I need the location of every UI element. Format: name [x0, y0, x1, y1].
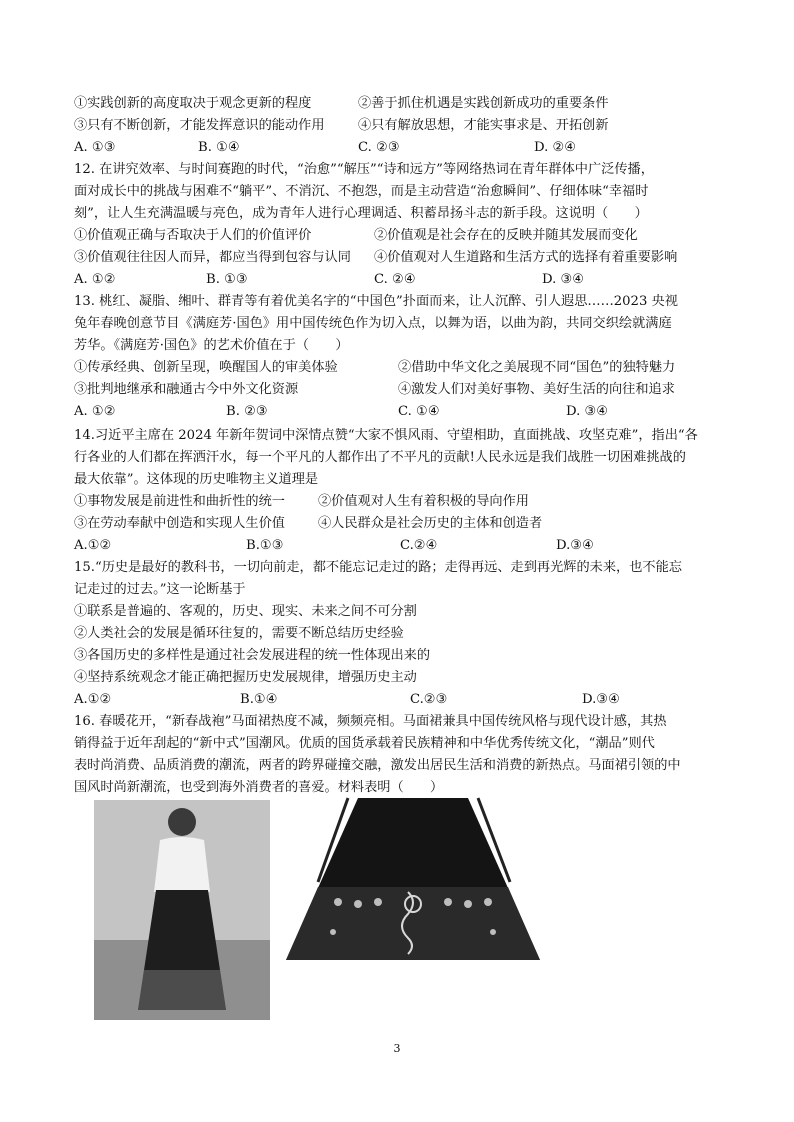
q13-stem-line-1: 13. 桃红、凝脂、缃叶、群青等有着优美名字的“中国色”扑面而来，让人沉醉、引人遐思……2023 央视 [74, 294, 678, 309]
q12-statement-3: ③价值观往往因人而异，都应当得到包容与认同 [74, 250, 351, 265]
q14-stem-line-1: 14.习近平主席在 2024 年新年贺词中深情点赞“大家不惧风雨、守望相助，直面挑战、攻坚克难”，指出“各 [74, 428, 698, 443]
q13-option-d: D. ③④ [566, 404, 609, 419]
q14-option-a: A.①② [74, 538, 112, 553]
q12-statement-2: ②价值观是社会存在的反映并随其发展而变化 [374, 228, 638, 243]
q15-option-b: B.①④ [240, 692, 278, 707]
q15-statement-4: ④坚持系统观念才能正确把握历史发展规律，增强历史主动 [74, 670, 417, 685]
q14-stem-line-3: 最大依靠”。这体现的历史唯物主义道理是 [74, 472, 319, 487]
q14-statement-2: ②价值观对人生有着积极的导向作用 [318, 494, 529, 509]
q11-statement-3: ③只有不断创新，才能发挥意识的能动作用 [74, 118, 325, 133]
q11-statement-1: ①实践创新的高度取决于观念更新的程度 [74, 96, 312, 111]
q16-stem-line-1: 16. 春暖花开，“新春战袍”马面裙热度不减，频频亮相。马面裙兼具中国传统风格与现代设计感，其热 [74, 714, 667, 729]
q13-option-a: A. ①② [74, 404, 116, 419]
q13-stem-line-3: 芳华。《满庭芳·国色》的艺术价值在于（ ） [74, 338, 349, 353]
q14-stem-line-2: 行各业的人们都在挥洒汗水，每一个平凡的人都作出了不平凡的贡献!人民永远是我们战胜一切困难挑战的 [74, 450, 686, 465]
q11-statement-4: ④只有解放思想，才能实事求是、开拓创新 [358, 118, 609, 133]
q12-statement-4: ④价值观对人生道路和生活方式的选择有着重要影响 [374, 250, 678, 265]
q13-statement-2: ②借助中华文化之美展现不同“国色”的独特魅力 [398, 360, 676, 375]
q15-statement-3: ③各国历史的多样性是通过社会发展进程的统一性体现出来的 [74, 648, 431, 663]
q11-option-d: D. ②④ [534, 140, 577, 155]
q12-stem-line-1: 12. 在讲究效率、与时间赛跑的时代，“治愈”“解压”“诗和远方”等网络热词在青年群体中广泛传播， [74, 162, 654, 177]
page-number: 3 [393, 1042, 401, 1055]
q14-statement-1: ①事物发展是前进性和曲折性的统一 [74, 494, 285, 509]
q12-option-c: C. ②④ [374, 272, 416, 287]
q12-stem-line-2: 面对成长中的挑战与困难不“躺平”、不消沉、不抱怨，而是主动营造“治愈瞬间”、仔细体味“幸福时 [74, 184, 649, 199]
q14-option-c: C.②④ [400, 538, 438, 553]
q14-option-b: B.①③ [246, 538, 284, 553]
q14-statement-3: ③在劳动奉献中创造和实现人生价值 [74, 516, 285, 531]
model-illustration [94, 800, 270, 1020]
q13-statement-3: ③批判地继承和融通古今中外文化资源 [74, 382, 299, 397]
q13-stem-line-2: 兔年春晚创意节目《满庭芳·国色》用中国传统色作为切入点，以舞为语，以曲为韵，共同交织绘就满庭 [74, 316, 672, 331]
q14-statement-4: ④人民群众是社会历史的主体和创造者 [318, 516, 543, 531]
q13-statement-4: ④激发人们对美好事物、美好生活的向往和追求 [398, 382, 675, 397]
q15-option-a: A.①② [74, 692, 112, 707]
q11-option-a: A. ①③ [74, 140, 116, 155]
q13-option-c: C. ①④ [398, 404, 440, 419]
q12-option-a: A. ①② [74, 272, 116, 287]
q15-statement-2: ②人类社会的发展是循环往复的，需要不断总结历史经验 [74, 626, 404, 641]
q12-option-b: B. ①③ [206, 272, 248, 287]
q12-option-d: D. ③④ [542, 272, 585, 287]
q14-option-d: D.③④ [556, 538, 594, 553]
q15-option-c: C.②③ [410, 692, 448, 707]
q16-stem-line-4: 国风时尚新潮流，也受到海外消费者的喜爱。材料表明（ ） [74, 780, 444, 795]
q16-stem-line-3: 表时尚消费、品质消费的潮流，两者的跨界碰撞交融，激发出居民生活和消费的新热点。马面裙引领的中 [74, 758, 681, 773]
q11-option-c: C. ②③ [358, 140, 400, 155]
q15-statement-1: ①联系是普遍的、客观的，历史、现实、未来之间不可分割 [74, 604, 417, 619]
q12-stem-line-3: 刻”，让人生充满温暖与亮色，成为青年人进行心理调适、积蓄昂扬斗志的新手段。这说明（ ） [74, 206, 648, 221]
q13-option-b: B. ②③ [226, 404, 268, 419]
q11-statement-2: ②善于抓住机遇是实践创新成功的重要条件 [358, 96, 609, 111]
model-photo [94, 800, 270, 1020]
q11-option-b: B. ①④ [198, 140, 240, 155]
q15-stem-line-1: 15.“历史是最好的教科书，一切向前走，都不能忘记走过的路；走得再远、走到再光辉的未来，也不能忘 [74, 560, 682, 575]
q15-stem-line-2: 记走过的过去。”这一论断基于 [74, 582, 246, 597]
q13-statement-1: ①传承经典、创新呈现，唤醒国人的审美体验 [74, 360, 338, 375]
q15-option-d: D.③④ [582, 692, 620, 707]
mamian-skirt-image [278, 792, 548, 962]
q12-statement-1: ①价值观正确与否取决于人们的价值评价 [74, 228, 312, 243]
q16-stem-line-2: 销得益于近年刮起的“新中式”国潮风。优质的国货承载着民族精神和中华优秀传统文化，“潮品”则代 [74, 736, 655, 751]
